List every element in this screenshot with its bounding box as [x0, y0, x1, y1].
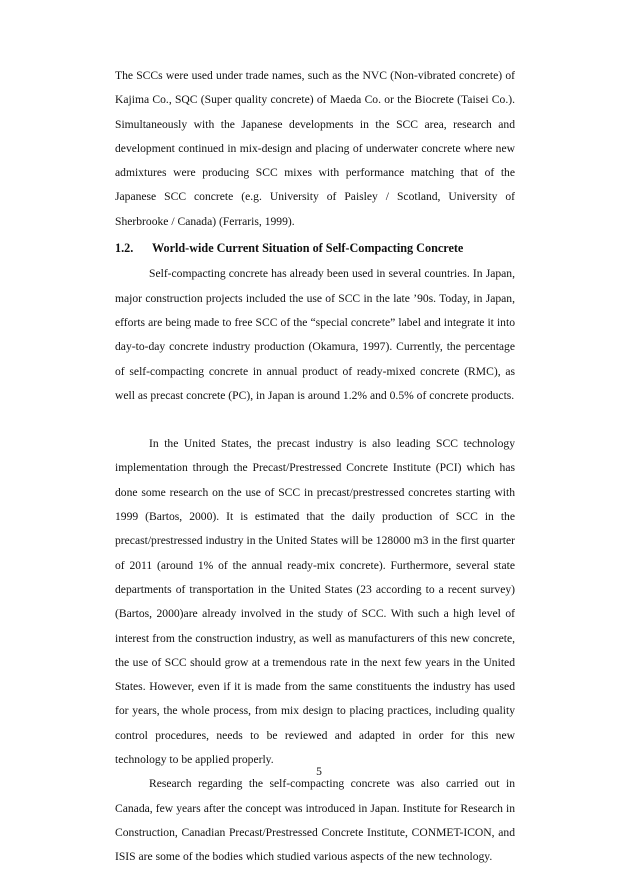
section-number: 1.2.: [115, 241, 134, 256]
page-number: 5: [316, 765, 322, 778]
section-heading: [115, 236, 515, 260]
paragraph-japan: Self-compacting concrete has already been used in several countries. In Japan, major construction projects included the use of SCC in the late ’90s. Today, in Japan, efforts are being made to free SCC of the “special concrete” label and integrate it into day-to-day concrete industry production (Okamura, 1997). Currently, the percentage of self-compacting concrete in annual product of ready-mixed concrete (RMC), as well as precast concrete (PC), in Japan is around 1.2% and 0.5% of concrete products.: [115, 267, 515, 402]
section-title: World-wide Current Situation of Self-Compacting Concrete: [152, 241, 464, 256]
document-page: [115, 64, 515, 870]
paragraph-gap: [115, 408, 515, 432]
paragraph-united-states: In the United States, the precast industry is also leading SCC technology implementation through the Precast/Prestressed Concrete Institute (PCI) which has done some research on the use of SCC in precast/prestressed concretes starting with 1999 (Bartos, 2000). It is estimated that the daily production of SCC in the precast/prestressed industry in the United States will be 128000 m3 in the first quarter of 2011 (around 1% of the annual ready-mix concrete). Furthermore, several state departments of transportation in the United States (23 according to a recent survey) (Bartos, 2000)are already involved in the study of SCC. With such a high level of interest from the construction industry, as well as manufacturers of this new concrete, the use of SCC should grow at a tremendous rate in the next few years in the United States. However, even if it is made from the same constituents the industry has used for years, the whole process, from mix design to placing practices, including quality control procedures, needs to be reviewed and adapted in order for this new technology to be applied properly.: [115, 437, 515, 767]
paragraph-scc-trade-names: The SCCs were used under trade names, such as the NVC (Non-vibrated concrete) of Kajima Co., SQC (Super quality concrete) of Maeda Co. or the Biocrete (Taisei Co.). Simultaneously with the Japanese developments in the SCC area, research and development continued in mix-design and placing of underwater concrete where new admixtures were producing SCC mixes with performance matching that of the Japanese SCC concrete (e.g. University of Paisley / Scotland, University of Sherbrooke / Canada) (Ferraris, 1999).: [115, 69, 515, 228]
paragraph-canada: Research regarding the self-compacting concrete was also carried out in Canada, few years after the concept was introduced in Japan. Institute for Research in Construction, Canadian Precast/Prestressed Concrete Institute, CONMET-ICON, and ISIS are some of the bodies which studied various aspects of the new technology.: [115, 777, 515, 864]
